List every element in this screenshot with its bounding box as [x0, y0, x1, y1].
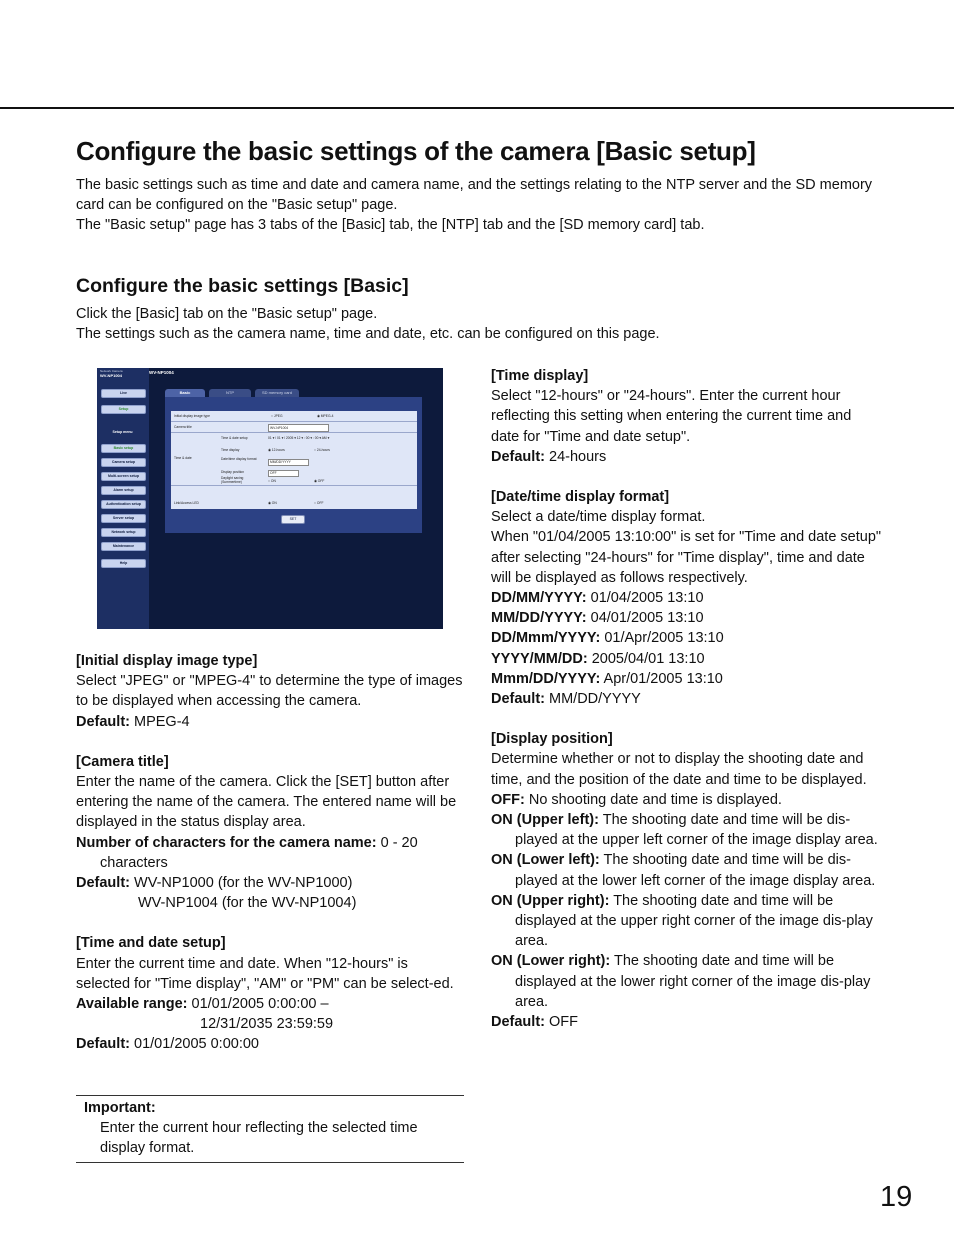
led-off-radio[interactable]: ○ OFF [314, 501, 324, 505]
time-date-label: Time & date [174, 456, 192, 460]
position-item: ON (Upper right): The shooting date and time will be displayed at the upper right corner of the image dis-play area. [491, 892, 873, 950]
initial-display-label: Initial display image type [174, 414, 210, 418]
range-2: 12/31/2035 23:59:59 [200, 1016, 334, 1033]
section-title: Configure the basic settings [Basic] [76, 275, 409, 297]
setup-button[interactable]: Setup [101, 405, 146, 414]
camera-text: Enter the name of the camera. Click the [SET] button after entering the name of the camera. The entered name will be displayed in the status display area. [76, 774, 457, 831]
settings-form [171, 411, 417, 509]
position-text: Determine whether or not to display the shooting date and time, and the position of the date and time to be displayed. [491, 751, 867, 788]
screenshot-logo-small: Network Camera [100, 369, 123, 373]
tab-sd-memory-card[interactable]: SD memory card [255, 389, 299, 397]
page-title: Configure the basic settings of the camera [Basic setup] [76, 136, 756, 166]
page-number: 19 [880, 1181, 913, 1213]
menu-authentication-setup[interactable]: Authentication setup [101, 500, 146, 509]
position-item: ON (Upper left): The shooting date and time will be dis-played at the upper left corner of the image display area. [491, 812, 878, 849]
right-column [491, 366, 883, 1032]
section-intro-line: Click the [Basic] tab on the "Basic setup" page. [76, 306, 378, 322]
daylight-saving-label: Daylight saving (Summertime) [221, 476, 244, 484]
format-default: MM/DD/YYYY [549, 691, 641, 708]
timedisp-default: 24-hours [549, 448, 607, 465]
format-item: MM/DD/YYYY: 04/01/2005 13:10 [491, 610, 704, 627]
tab-ntp[interactable]: NTP [209, 389, 251, 397]
live-button[interactable]: Live [101, 389, 146, 398]
timedate-default: 01/01/2005 0:00:00 [134, 1036, 259, 1053]
intro-text [76, 175, 896, 235]
default-label: Default: [491, 448, 545, 465]
format-text-1: Select a date/time display format. [491, 509, 706, 526]
menu-basic-setup[interactable]: Basic setup [101, 444, 146, 453]
daylight-off-radio[interactable]: ◉ OFF [314, 479, 325, 483]
menu-network-setup[interactable]: Network setup [101, 528, 146, 537]
top-rule [0, 107, 954, 109]
num-chars-label: Number of characters for the camera name: [76, 834, 377, 851]
format-item: YYYY/MM/DD: 2005/04/01 13:10 [491, 650, 705, 667]
section-intro-line: The settings such as the camera name, time and date, etc. can be configured on this page. [76, 326, 660, 342]
date-format-label: Date/time display format [221, 457, 257, 461]
position-item: OFF: No shooting date and time is displayed. [491, 791, 782, 808]
set-button[interactable]: SET [281, 515, 305, 524]
initial-text: Select "JPEG" or "MPEG-4" to determine the type of images to be displayed when accessing the camera. [76, 673, 463, 710]
screenshot-model: WV-NP1004 [149, 370, 174, 375]
display-position-label: Display position [221, 470, 245, 474]
important-title: Important: [84, 1100, 156, 1116]
position-item: ON (Lower left): The shooting date and time will be dis-played at the lower left corner of the image display area. [491, 852, 876, 889]
default-label: Default: [76, 875, 130, 892]
24-hours-radio[interactable]: ○ 24-hours [314, 448, 330, 452]
default-label: Default: [491, 1014, 545, 1031]
important-text: Enter the current hour reflecting the selected time display format. [100, 1120, 418, 1157]
section-intro [76, 304, 896, 344]
format-heading: [Date/time display format] [491, 489, 670, 506]
intro-paragraph: The "Basic setup" page has 3 tabs of the [Basic] tab, the [NTP] tab and the [SD memory card] tab. [76, 217, 705, 233]
position-item: ON (Lower right): The shooting date and time will be displayed at the lower right corner of the image dis-play area. [491, 953, 871, 1010]
time-date-selects[interactable]: 01 ▾ / 01 ▾ / 2005 ▾ 12 ▾ : 00 ▾ : 00 ▾ AM ▾ [268, 436, 330, 440]
camera-title-input[interactable]: WV-NP1004 [268, 424, 329, 432]
daylight-on-radio[interactable]: ○ ON [268, 479, 276, 483]
screenshot-logo: WV-NP1004 [100, 373, 123, 378]
range-label: Available range: [76, 996, 188, 1013]
basic-setup-screenshot [97, 368, 443, 629]
row-camera-title [171, 422, 417, 433]
initial-heading: [Initial display image type] [76, 653, 258, 669]
timedisp-text: Select "12-hours" or "24-hours". Enter the current hour reflecting this setting when entering the current time and date for "Time and date setup". [491, 388, 852, 445]
position-default: OFF [549, 1014, 579, 1031]
setup-menu-label: Setup menu [112, 430, 133, 434]
left-column [76, 651, 464, 1055]
timedisp-heading: [Time display] [491, 368, 589, 384]
default-label: Default: [76, 713, 130, 730]
12-hours-radio[interactable]: ◉ 12-hours [268, 448, 285, 452]
num-chars-value: 0 - 20 characters [100, 834, 418, 871]
menu-maintenance[interactable]: Maintenance [101, 542, 146, 551]
tab-basic[interactable]: Basic [165, 389, 205, 397]
format-item: DD/Mmm/YYYY: 01/Apr/2005 13:10 [491, 630, 724, 647]
default-label: Default: [491, 691, 545, 708]
time-display-label: Time display [221, 448, 240, 452]
date-format-select[interactable]: MM/DD/YYYY [268, 459, 309, 466]
link-led-label: Link/Access LED [174, 501, 199, 505]
display-position-select[interactable]: OFF [268, 470, 299, 477]
menu-alarm-setup[interactable]: Alarm setup [101, 486, 146, 495]
mpeg4-radio[interactable]: ◉ MPEG-4 [317, 414, 334, 418]
led-on-radio[interactable]: ◉ ON [268, 501, 277, 505]
default-label: Default: [76, 1036, 130, 1053]
menu-multi-screen-setup[interactable]: Multi-screen setup [101, 472, 146, 481]
format-text-2: When "01/04/2005 13:10:00" is set for "Time and date setup" after selecting "24-hours" for "Time display", time and date will be displayed as follows respectively. [491, 529, 882, 586]
menu-server-setup[interactable]: Server setup [101, 514, 146, 523]
row-time-date [171, 433, 417, 486]
intro-paragraph: The basic settings such as time and date and camera name, and the settings relating to the NTP server and the SD memory card can be configured on the "Basic setup" page. [76, 177, 873, 213]
range-1: 01/01/2005 0:00:00 – [191, 996, 329, 1013]
camera-title-label: Camera title [174, 425, 192, 429]
menu-help[interactable]: Help [101, 559, 146, 568]
initial-default: MPEG-4 [134, 713, 190, 730]
row-initial-display [171, 411, 417, 422]
camera-default-2: WV-NP1004 (for the WV-NP1004) [138, 895, 357, 912]
menu-camera-setup[interactable]: Camera setup [101, 458, 146, 467]
format-item: DD/MM/YYYY: 01/04/2005 13:10 [491, 590, 704, 607]
position-heading: [Display position] [491, 731, 613, 748]
jpeg-radio[interactable]: ○ JPEG [271, 414, 283, 418]
camera-heading: [Camera title] [76, 753, 169, 770]
format-item: Mmm/DD/YYYY: Apr/01/2005 13:10 [491, 670, 723, 687]
row-link-led [171, 498, 417, 508]
important-note [76, 1095, 464, 1163]
time-date-setup-label: Time & date setup [221, 436, 248, 440]
camera-default-1: WV-NP1000 (for the WV-NP1000) [134, 875, 353, 892]
timedate-text: Enter the current time and date. When "12-hours" is selected for "Time display", "AM" or "PM" can be select-ed. [76, 955, 454, 992]
timedate-heading: [Time and date setup] [76, 935, 226, 952]
